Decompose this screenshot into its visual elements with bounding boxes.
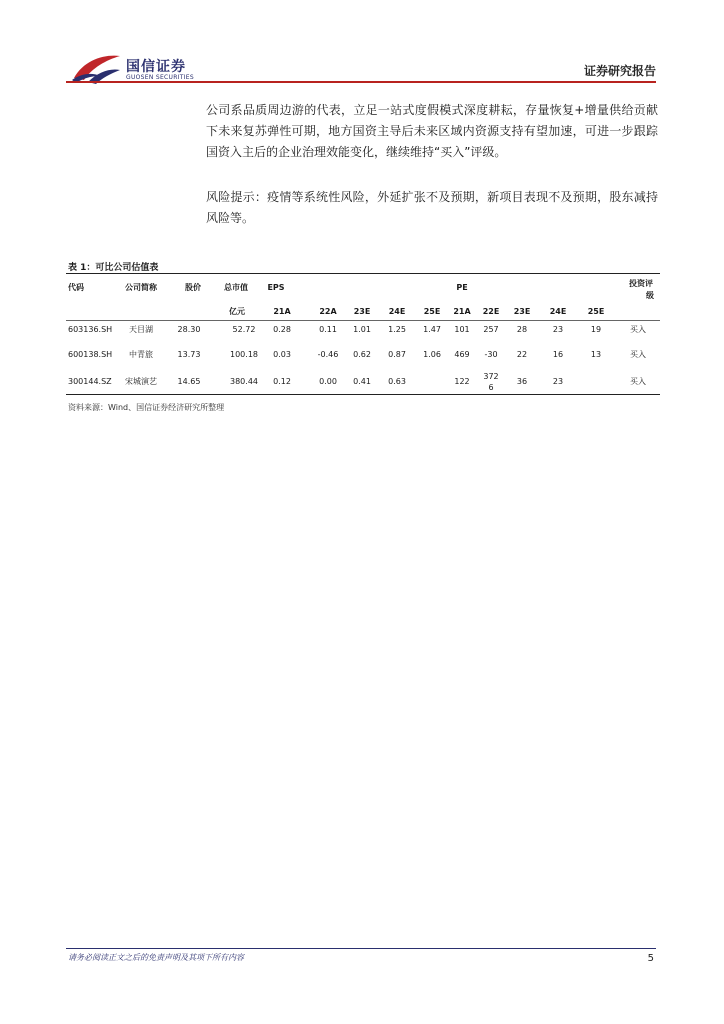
cell-pe-21a: 469 — [454, 350, 470, 359]
cell-pe-22e: 6 — [488, 383, 494, 392]
cell-rating: 买入 — [630, 377, 646, 386]
cell-market-cap: 380.44 — [230, 377, 258, 386]
cell-pe-23e: 28 — [516, 325, 528, 334]
header-eps: EPS — [267, 283, 285, 292]
table-bottom-rule — [66, 394, 660, 395]
cell-pe-22e: 372 — [483, 372, 499, 381]
cell-code: 603136.SH — [68, 325, 113, 334]
cell-rating: 买入 — [630, 325, 646, 334]
cell-eps-23e: 0.62 — [353, 350, 371, 359]
cell-eps-22a: -0.46 — [317, 350, 339, 359]
cell-company: 中青旅 — [129, 350, 153, 359]
logo-name-en: GUOSEN SECURITIES — [126, 74, 195, 81]
company-logo — [70, 52, 200, 84]
body-paragraph-1: 公司系品质周边游的代表，立足一站式度假模式深度耕耘，存量恢复+增量供给贡献下未来复苏弹性可期，地方国资主导后未来区域内资源支持有望加速，可进一步跟踪国资入主后的企业治理效能变化，继续维持“买入”评级。 — [206, 103, 658, 159]
cell-pe-24e: 23 — [552, 377, 564, 386]
cell-pe-23e: 22 — [516, 350, 528, 359]
header-sub-1: 21A — [273, 307, 291, 316]
cell-pe-25e: 13 — [590, 350, 602, 359]
header-sub-0: 亿元 — [229, 307, 245, 316]
cell-market-cap: 52.72 — [232, 325, 256, 334]
cell-eps-23e: 1.01 — [353, 325, 371, 334]
header-pe: PE — [456, 283, 468, 292]
cell-eps-21a: 0.28 — [273, 325, 291, 334]
guosen-logo-icon — [70, 52, 122, 84]
header-sub-9: 24E — [549, 307, 567, 316]
header-market-cap: 总市值 — [224, 283, 248, 292]
header-sub-3: 23E — [353, 307, 371, 316]
header-company: 公司简称 — [125, 283, 157, 292]
cell-eps-25e: 1.06 — [423, 350, 441, 359]
cell-price: 14.65 — [177, 377, 201, 386]
header-divider — [66, 81, 656, 83]
cell-pe-24e: 23 — [552, 325, 564, 334]
page-number: 5 — [647, 953, 654, 964]
table-title: 表 1：可比公司估值表 — [68, 263, 159, 273]
cell-eps-21a: 0.12 — [273, 377, 291, 386]
cell-eps-24e: 0.87 — [388, 350, 406, 359]
header-sub-10: 25E — [587, 307, 605, 316]
cell-pe-23e: 36 — [516, 377, 528, 386]
cell-eps-21a: 0.03 — [273, 350, 291, 359]
cell-pe-22e: -30 — [484, 350, 498, 359]
cell-code: 600138.SH — [68, 350, 113, 359]
header-sub-2: 22A — [319, 307, 337, 316]
header-price: 股价 — [185, 283, 201, 292]
cell-eps-25e: 1.47 — [423, 325, 441, 334]
header-sub-4: 24E — [388, 307, 406, 316]
footer-divider — [66, 948, 656, 949]
cell-eps-24e: 0.63 — [388, 377, 406, 386]
header-sub-5: 25E — [423, 307, 441, 316]
cell-company: 天目湖 — [129, 325, 153, 334]
header-rating: 级 — [646, 291, 654, 300]
header-code: 代码 — [68, 283, 84, 292]
footer-disclaimer: 请务必阅读正文之后的免责声明及其项下所有内容 — [68, 953, 244, 962]
table-top-rule — [66, 273, 660, 274]
cell-price: 13.73 — [177, 350, 201, 359]
header-sub-6: 21A — [453, 307, 471, 316]
cell-pe-22e: 257 — [483, 325, 499, 334]
cell-price: 28.30 — [177, 325, 201, 334]
table-source-note: 资料来源：Wind、国信证券经济研究所整理 — [68, 403, 225, 412]
table-header-rule — [66, 320, 660, 321]
header-sub-7: 22E — [482, 307, 500, 316]
cell-pe-25e: 19 — [590, 325, 602, 334]
header-rating: 投资评 — [629, 279, 653, 288]
cell-pe-24e: 16 — [552, 350, 564, 359]
cell-eps-24e: 1.25 — [388, 325, 406, 334]
cell-company: 宋城演艺 — [125, 377, 157, 386]
cell-pe-21a: 122 — [454, 377, 470, 386]
cell-eps-22a: 0.00 — [319, 377, 337, 386]
report-type-label: 证券研究报告 — [583, 64, 656, 78]
cell-market-cap: 100.18 — [230, 350, 258, 359]
risk-warning-paragraph: 风险提示：疫情等系统性风险，外延扩张不及预期，新项目表现不及预期，股东减持风险等。 — [206, 190, 658, 225]
logo-name-cn: 国信证券 — [126, 59, 186, 75]
cell-eps-23e: 0.41 — [353, 377, 371, 386]
cell-rating: 买入 — [630, 350, 646, 359]
cell-eps-22a: 0.11 — [319, 325, 337, 334]
cell-code: 300144.SZ — [68, 377, 112, 386]
cell-pe-21a: 101 — [454, 325, 470, 334]
header-sub-8: 23E — [513, 307, 531, 316]
